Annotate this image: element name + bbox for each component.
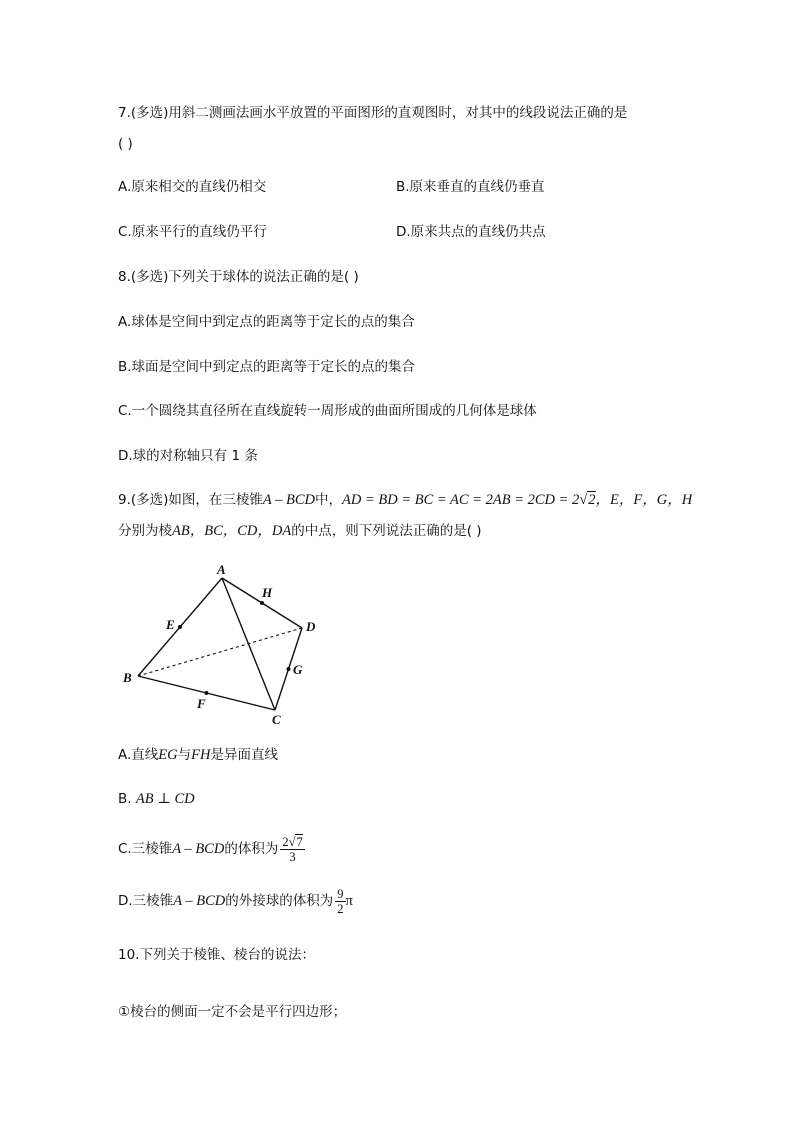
edge-bd-hidden [138, 628, 302, 676]
q9-optb-expr: AB ⊥ CD [135, 791, 195, 807]
q9-opta-mid: 与 [177, 747, 192, 763]
tetrahedron-figure [110, 558, 330, 728]
label-b: B [123, 670, 132, 685]
q9-optd-pre: D.三棱锥 [118, 893, 174, 909]
q7-option-a: A.原来相交的直线仍相交 [118, 179, 267, 195]
q9-optd-pyramid: A – BCD [173, 893, 226, 909]
q9-optd-den: 2 [337, 901, 344, 916]
point-h [260, 601, 264, 605]
q9-stem-sqrt-radicand: 2 [588, 492, 596, 508]
q9-optc-fraction: $\frac{2√7}{3}$ [282, 834, 303, 864]
q9-stem-pyramid: A – BCD [262, 492, 316, 508]
q10-item-1: ①棱台的侧面一定不会是平行四边形； [118, 1004, 347, 1020]
q9-stem-pre: 9.(多选)如图，在三棱锥 [118, 492, 263, 508]
label-d: D [306, 619, 316, 634]
q9-stem-equation: AD = BD = BC = AC = 2AB = 2CD = 2 [342, 492, 580, 508]
q9-opta-fh: FH [191, 747, 211, 763]
q9-option-a [118, 745, 278, 765]
q7-stem: 7.(多选)用斜二测画法画水平放置的平面图形的直观图时，对其中的线段说法正确的是 [118, 105, 628, 121]
q9-optd-mid: 的外接球的体积为 [225, 893, 334, 909]
point-f [205, 691, 209, 695]
q9-stem-sqrt-sign: √ [579, 492, 588, 508]
q10-stem: 10.下列关于棱锥、棱台的说法： [118, 947, 315, 963]
q9-stem-mid: 中， [315, 492, 343, 508]
q9-optc-num-coef: 2 [282, 834, 289, 849]
q9-stem-line2 [118, 521, 482, 541]
q8-option-c: C.一个圆绕其直径所在直线旋转一周形成的曲面所围成的几何体是球体 [118, 403, 537, 419]
q9-optd-num: 9 [337, 886, 344, 901]
q9-opta-pre: A.直线 [118, 747, 159, 763]
q9-line2-post: 的中点，则下列说法正确的是( ) [291, 523, 482, 539]
q9-stem-line1 [118, 490, 692, 510]
q9-option-b [118, 789, 195, 809]
q9-option-d [118, 886, 353, 916]
q9-optc-mid: 的体积为 [224, 841, 279, 857]
label-c: C [272, 712, 281, 727]
q9-opta-eg: EG [158, 747, 178, 763]
q9-line2-pre: 分别为棱 [118, 523, 172, 539]
q9-optc-pyramid: A – BCD [172, 841, 225, 857]
q9-optd-pi: π [345, 893, 353, 909]
q7-option-b: B.原来垂直的直线仍垂直 [396, 179, 545, 195]
q9-opta-post: 是异面直线 [210, 747, 278, 763]
q8-stem: 8.(多选)下列关于球体的说法正确的是( ) [118, 269, 359, 285]
q7-answer-paren: ( ) [118, 136, 133, 152]
q8-option-a: A.球体是空间中到定点的距离等于定长的点的集合 [118, 314, 415, 330]
label-f: F [197, 696, 206, 711]
q9-optc-num-radicand: 7 [296, 834, 303, 849]
q8-option-d: D.球的对称轴只有 1 条 [118, 448, 258, 464]
point-e [178, 625, 182, 629]
label-a: A [217, 562, 226, 577]
point-g [287, 667, 291, 671]
label-g: G [293, 662, 303, 677]
q9-stem-points: ，E，F，G，H [595, 492, 693, 508]
label-e: E [166, 617, 175, 632]
label-h: H [262, 585, 273, 600]
q9-optc-den: 3 [289, 849, 296, 864]
q8-option-b: B.球面是空间中到定点的距离等于定长的点的集合 [118, 359, 416, 375]
q9-optc-pre: C.三棱锥 [118, 841, 173, 857]
q9-optd-fraction [335, 887, 345, 916]
q7-option-d: D.原来共点的直线仍共点 [396, 224, 546, 240]
q7-option-c: C.原来平行的直线仍平行 [118, 224, 267, 240]
q9-optb-pre: B. [118, 791, 136, 807]
q9-option-c [118, 834, 305, 864]
q9-line2-edges: AB，BC，CD，DA [172, 523, 292, 539]
